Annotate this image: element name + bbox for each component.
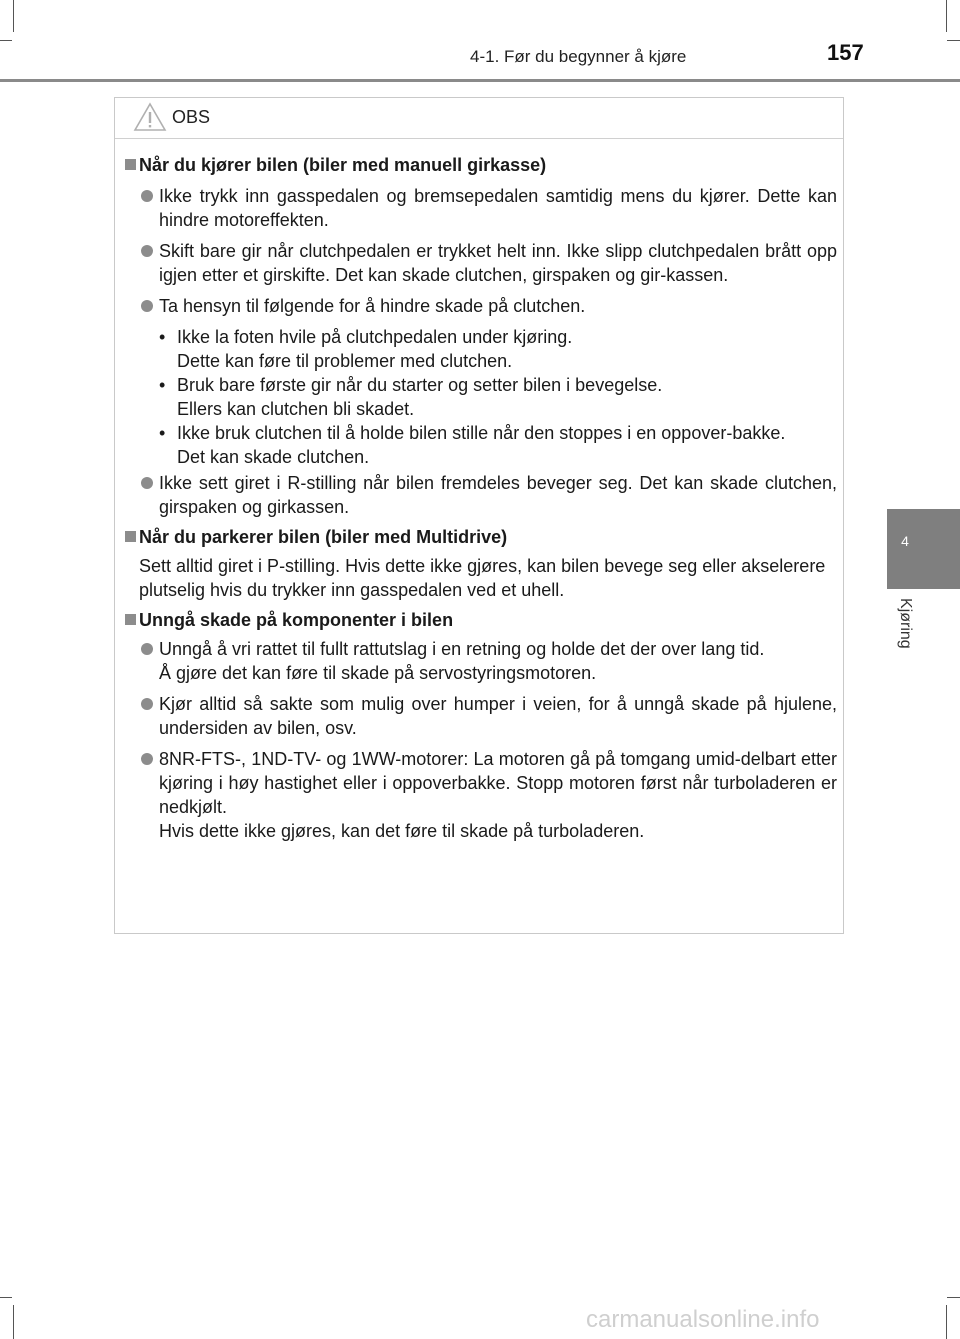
sub-item-note: Ellers kan clutchen bli skadet. xyxy=(177,399,415,419)
sub-item-note: Det kan skade clutchen. xyxy=(177,447,370,467)
section-heading xyxy=(125,153,837,177)
list-item xyxy=(125,184,837,232)
dot-bullet: • xyxy=(159,375,166,395)
list-item-note: Å gjøre det kan føre til skade på servostyringsmotoren. xyxy=(159,663,597,683)
list-item-text: Ta hensyn til følgende for å hindre skade på clutchen. xyxy=(159,296,586,316)
square-bullet-icon xyxy=(125,614,136,625)
list-item xyxy=(125,692,837,740)
crop-mark xyxy=(946,0,947,32)
chapter-tab xyxy=(887,509,960,589)
square-bullet-icon xyxy=(125,531,136,542)
round-bullet-icon xyxy=(141,300,153,312)
list-item-note: Hvis dette ikke gjøres, kan det føre til skade på turboladeren. xyxy=(159,821,645,841)
section-heading-text: Unngå skade på komponenter i bilen xyxy=(139,610,454,630)
section-heading xyxy=(125,608,837,632)
list-item xyxy=(125,747,837,843)
dot-bullet: • xyxy=(159,327,166,347)
sub-item-text: Ikke la foten hvile på clutchpedalen under kjøring. xyxy=(177,327,573,347)
round-bullet-icon xyxy=(141,477,153,489)
round-bullet-icon xyxy=(141,245,153,257)
crop-mark xyxy=(13,0,14,32)
chapter-label-text: Kjøring xyxy=(897,598,914,649)
list-item xyxy=(125,239,837,287)
list-item xyxy=(125,637,837,685)
crop-mark xyxy=(0,1297,12,1298)
list-item-text: Ikke trykk inn gasspedalen og bremsepedalen samtidig mens du kjører. Dette kan hindre motoreffekten. xyxy=(159,186,837,230)
sub-item-text: Bruk bare første gir når du starter og setter bilen i bevegelse. xyxy=(177,375,663,395)
list-item-text: Skift bare gir når clutchpedalen er trykket helt inn. Ikke slipp clutchpedalen brått opp igjen etter et girskifte. Det kan skade clutchen, girspaken og gir-kassen. xyxy=(159,241,837,285)
section-heading-text: Når du kjører bilen (biler med manuell girkasse) xyxy=(139,155,547,175)
chapter-number: 4 xyxy=(901,533,909,549)
obs-content xyxy=(125,153,837,843)
obs-notice-box xyxy=(114,97,844,934)
section-title: 4-1. Før du begynner å kjøre xyxy=(470,47,687,66)
round-bullet-icon xyxy=(141,698,153,710)
section-heading xyxy=(125,525,837,549)
list-item xyxy=(125,471,837,519)
round-bullet-icon xyxy=(141,190,153,202)
header-rule xyxy=(0,79,960,82)
list-item xyxy=(125,294,837,318)
chapter-label xyxy=(892,598,914,678)
round-bullet-icon xyxy=(141,643,153,655)
crop-mark xyxy=(0,40,12,41)
crop-mark xyxy=(947,40,960,41)
warning-triangle-icon xyxy=(133,102,167,132)
crop-mark xyxy=(946,1305,947,1339)
crop-mark xyxy=(947,1297,960,1298)
watermark: carmanualsonline.info xyxy=(586,1306,820,1333)
crop-mark xyxy=(13,1305,14,1339)
list-item-text: 8NR-FTS-, 1ND-TV- og 1WW-motorer: La motoren gå på tomgang umid-delbart etter kjøring i høy hastighet eller i oppoverbakke. Stopp motoren først når turboladeren er nedkjølt. xyxy=(159,749,837,817)
page-number: 157 xyxy=(827,40,864,65)
sub-item-text: Ikke bruk clutchen til å holde bilen stille når den stoppes i en oppover-bakke. xyxy=(177,423,786,443)
list-item-text: Unngå å vri rattet til fullt rattutslag i en retning og holde det der over lang tid. xyxy=(159,639,765,659)
round-bullet-icon xyxy=(141,753,153,765)
dot-bullet: • xyxy=(159,423,166,443)
square-bullet-icon xyxy=(125,159,136,170)
sub-item-note: Dette kan føre til problemer med clutchen. xyxy=(177,351,513,371)
sub-list-item xyxy=(125,325,837,373)
section-heading-text: Når du parkerer bilen (biler med Multidrive) xyxy=(139,527,508,547)
sub-list-item xyxy=(125,373,837,421)
obs-header xyxy=(115,98,843,139)
sub-list-item xyxy=(125,421,837,469)
list-item-text: Kjør alltid så sakte som mulig over humper i veien, for å unngå skade på hjulene, undersiden av bilen, osv. xyxy=(159,694,837,738)
obs-label: OBS xyxy=(172,107,211,127)
list-item-text: Ikke sett giret i R-stilling når bilen fremdeles beveger seg. Det kan skade clutchen, girspaken og girkassen. xyxy=(159,473,837,517)
paragraph: Sett alltid giret i P-stilling. Hvis dette ikke gjøres, kan bilen bevege seg eller akselerere plutselig hvis du trykker inn gasspedalen ved et uhell. xyxy=(139,556,826,600)
